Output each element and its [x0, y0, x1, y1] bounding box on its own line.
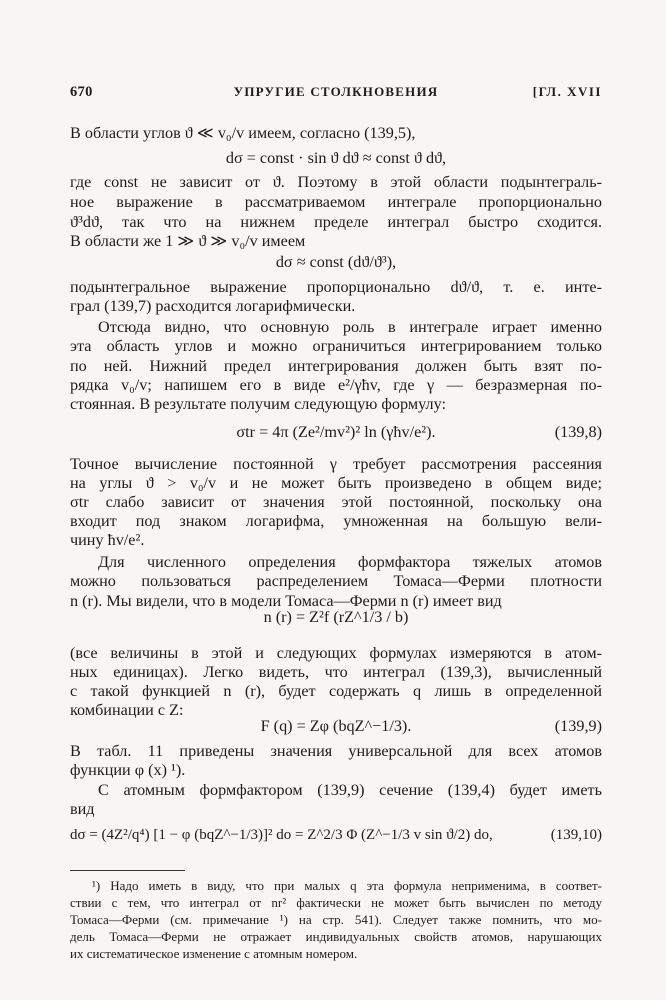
book-page: [70, 0, 602, 1000]
body-line: входит под знаком логарифма, умноженная на большую вели-: [70, 512, 602, 530]
equation-form-factor: F (q) = Zφ (bqZ^−1/3). (139,9): [70, 713, 602, 739]
body-line: ных единицах). Легко видеть, что интеграл (139,3), вычисленный: [70, 663, 602, 681]
body-line: ϑ³dϑ, так что на нижнем пределе интеграл быстро сходится.: [70, 213, 602, 231]
body-line: ное выражение в рассматриваемом интеграле пропорционально: [70, 193, 602, 211]
body-line: комбинации с Z:: [70, 701, 184, 719]
footnote-line: их систематическое изменение с атомным номером.: [70, 946, 358, 961]
body-line: где const не зависит от ϑ. Поэтому в этой области подынтеграль-: [70, 173, 602, 191]
equation-thomas-fermi: n (r) = Z²f (rZ^1/3 / b): [263, 608, 409, 626]
body-line: Точное вычисление постоянной γ требует рассмотрения рассеяния: [70, 455, 602, 473]
body-line: стоянная. В результате получим следующую формулу:: [70, 395, 446, 413]
body-line: чину ħv/e².: [70, 531, 145, 549]
body-line: эта область углов и можно ограничиться интегрированием только: [70, 337, 602, 355]
body-line: с такой функцией n (r), будет содержать q лишь в определенной: [70, 682, 602, 700]
body-line: вид: [70, 800, 95, 818]
running-header: [70, 84, 602, 104]
equation-const-sin: dσ = const · sin ϑ dϑ ≈ const ϑ dϑ,: [225, 149, 447, 167]
body-line: Для численного определения формфактора тяжелых атомов: [98, 553, 602, 571]
equation-number: (139,9): [554, 717, 602, 735]
footnote-line: Томаса—Ферми (см. примечание ¹) на стр. 541). Следует также помнить, что мо-: [70, 912, 602, 927]
footnote-line: дель Томаса—Ферми не отражает индивидуальных свойств атомов, нарушающих: [70, 929, 602, 944]
body-line: рядка v₀/v; напишем его в виде e²/γħv, где γ — безразмерная по-: [70, 376, 602, 394]
body-line: грал (139,7) расходится логарифмически.: [70, 297, 356, 315]
footnote-rule: [70, 870, 185, 871]
body-line: на углы ϑ > v₀/v и не может быть произведено в общем виде;: [70, 474, 602, 492]
equation-number: (139,8): [554, 423, 602, 441]
footnote-line: ствии с тем, что интеграл от nr² фактически не может быть вычислен по методу: [70, 895, 602, 910]
equation-number: (139,10): [550, 827, 602, 843]
body-line: подынтегральное выражение пропорционально dϑ/ϑ, т. е. инте-: [70, 278, 602, 296]
body-line: можно пользоваться распределением Томаса—Ферми плотности: [70, 572, 602, 590]
body-line: по ней. Нижний предел интегрирования должен быть взят по-: [70, 357, 602, 375]
footnote-line: ¹) Надо иметь в виду, что при малых q эта формула неприменима, в соответ-: [92, 878, 602, 893]
body-line: σtr слабо зависит от значения этой постоянной, поскольку она: [70, 493, 602, 511]
chapter-label: [ГЛ. XVII: [532, 84, 602, 99]
body-line: В области же 1 ≫ ϑ ≫ v₀/v имеем: [70, 232, 306, 250]
body-line: функции φ (x) ¹).: [70, 761, 186, 779]
body-line: В табл. 11 приведены значения универсальной для всех атомов: [70, 742, 602, 760]
body-line: n (r). Мы видели, что в модели Томаса—Ферми n (r) имеет вид: [70, 592, 502, 610]
body-line: Отсюда видно, что основную роль в интеграле играет именно: [98, 318, 602, 336]
body-line: В области углов ϑ ≪ v₀/v имеем, согласно (139,5),: [70, 124, 416, 142]
equation-const-theta3: dσ ≈ const (dϑ/ϑ³),: [275, 253, 397, 271]
equation-cross-section: dσ = (4Z²/q⁴) [1 − φ (bqZ^−1/3)]² do = Z^2/3 Φ (Z^−1/3 v sin ϑ/2) do, (139,10): [70, 822, 602, 848]
equation-sigma-tr: σtr = 4π (Ze²/mv²)² ln (γħv/e²). (139,8): [70, 419, 602, 445]
body-line: (все величины в этой и следующих формулах измеряются в атом-: [70, 644, 602, 662]
page-number: 670: [70, 84, 93, 100]
body-line: С атомным формфактором (139,9) сечение (139,4) будет иметь: [98, 781, 602, 799]
running-title: УПРУГИЕ СТОЛКНОВЕНИЯ: [233, 84, 439, 99]
